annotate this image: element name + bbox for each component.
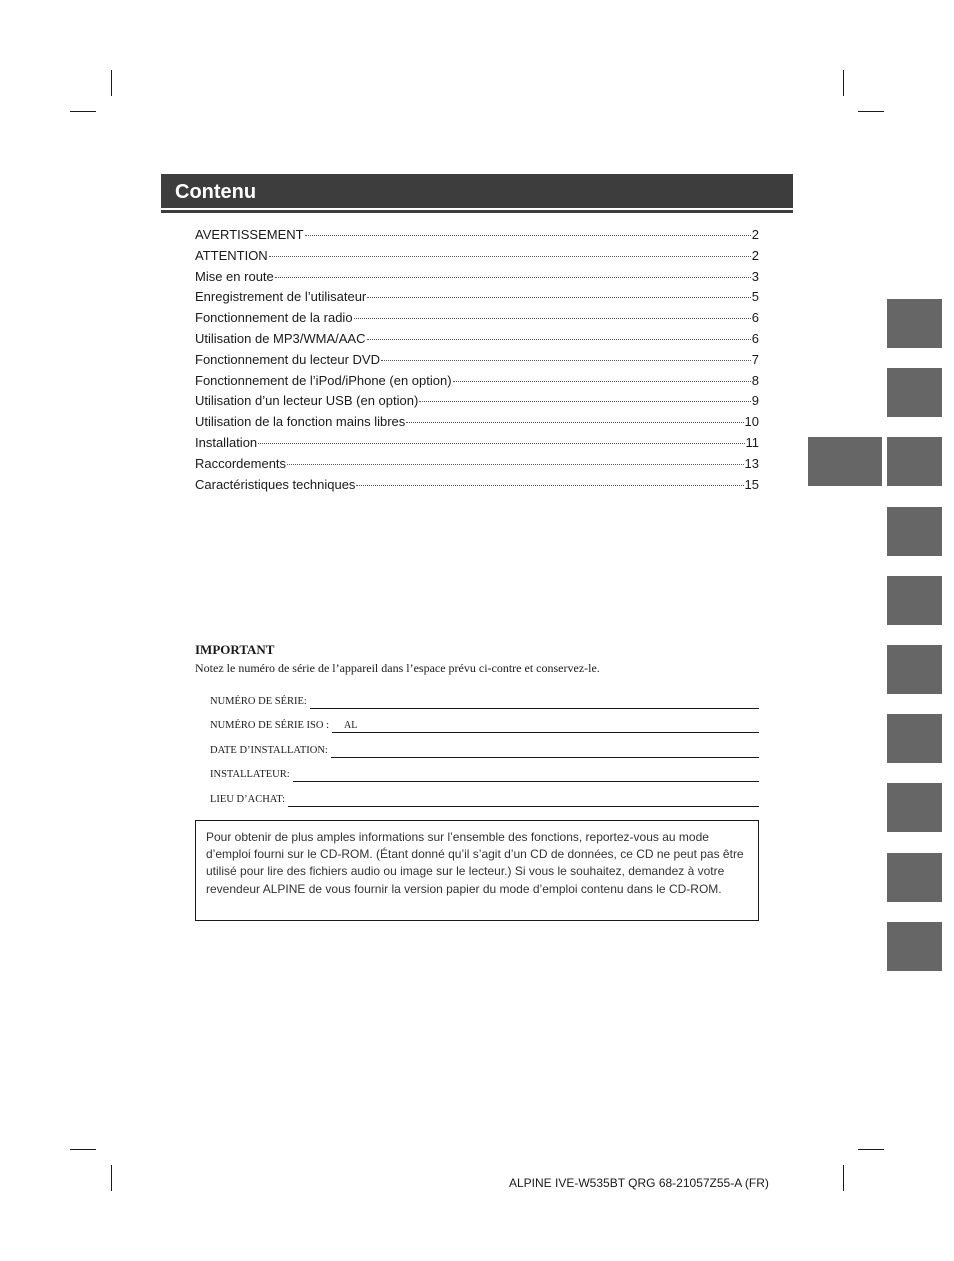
toc-label: Enregistrement de l’utilisateur (195, 289, 367, 305)
toc-item-raccordements[interactable] (195, 454, 759, 475)
toc-item-enregistrement[interactable] (195, 287, 759, 308)
side-tab-active[interactable] (887, 437, 942, 486)
toc-label: Caractéristiques techniques (195, 476, 356, 492)
form-row-serial (210, 684, 759, 709)
toc-item-installation[interactable] (195, 433, 759, 454)
toc-item-avertissement[interactable] (195, 225, 759, 246)
crop-mark (843, 1165, 844, 1191)
field-label: NUMÉRO DE SÉRIE: (210, 695, 307, 707)
side-tab-active-extension (808, 437, 882, 486)
toc-item-attention[interactable] (195, 246, 759, 267)
crop-mark (70, 111, 96, 112)
serial-form (210, 684, 759, 807)
toc-page: 15 (744, 476, 759, 492)
form-row-purchase-place (210, 782, 759, 807)
side-tab[interactable] (887, 853, 942, 902)
toc-label: ATTENTION (195, 247, 268, 263)
side-tab[interactable] (887, 714, 942, 763)
toc-page: 8 (751, 372, 759, 388)
footer-code: ALPINE IVE-W535BT QRG 68-21057Z55-A (FR) (509, 1176, 769, 1190)
installer-field[interactable] (293, 768, 759, 782)
side-tab[interactable] (887, 783, 942, 832)
important-heading: IMPORTANT (195, 642, 275, 657)
crop-mark (843, 70, 844, 96)
toc-item-radio[interactable] (195, 308, 759, 329)
crop-mark (858, 1149, 884, 1150)
field-label: LIEU D’ACHAT: (210, 793, 286, 805)
toc-item-caracteristiques[interactable] (195, 475, 759, 496)
toc-item-mains-libres[interactable] (195, 412, 759, 433)
title-rule (161, 210, 793, 213)
side-tab[interactable] (887, 368, 942, 417)
crop-mark (111, 1165, 112, 1191)
toc-page: 6 (751, 310, 759, 326)
toc-item-usb[interactable] (195, 391, 759, 412)
side-tab[interactable] (887, 645, 942, 694)
toc-label: Fonctionnement du lecteur DVD (195, 351, 380, 367)
crop-mark (858, 111, 884, 112)
side-tab[interactable] (887, 922, 942, 971)
toc-page: 3 (751, 268, 759, 284)
toc-page: 10 (744, 414, 759, 430)
toc-label: Mise en route (195, 268, 274, 284)
serial-number-field[interactable] (310, 695, 759, 709)
form-row-install-date (210, 733, 759, 758)
toc-page: 11 (745, 434, 759, 450)
toc-page: 2 (751, 247, 759, 263)
toc-label: AVERTISSEMENT (195, 227, 304, 242)
info-box: Pour obtenir de plus amples informations sur l’ensemble des fonctions, reportez-vous au mode d’emploi fourni sur le CD-ROM. (Étant donné qu’il s’agit d’un CD de données, ce CD ne peut pas être utilisé pour lire des fichiers audio ou image sur le lecteur.) Si vous le souhaitez, demandez à votre revendeur ALPINE de vous fournir la version papier du mode d’emploi contenu dans le CD-ROM. (195, 820, 759, 921)
toc-item-mp3[interactable] (195, 329, 759, 350)
side-tab[interactable] (887, 576, 942, 625)
form-row-iso-serial (210, 709, 759, 734)
table-of-contents (195, 225, 759, 495)
toc-label: Fonctionnement de la radio (195, 310, 353, 326)
install-date-field[interactable] (331, 744, 759, 758)
toc-page: 13 (744, 455, 759, 471)
field-label: DATE D’INSTALLATION: (210, 744, 328, 756)
toc-page: 2 (751, 227, 759, 242)
page-title: Contenu (161, 174, 793, 208)
form-row-installer (210, 758, 759, 783)
toc-page: 9 (751, 393, 759, 409)
side-tab[interactable] (887, 299, 942, 348)
toc-item-ipod[interactable] (195, 371, 759, 392)
toc-label: Installation (195, 434, 258, 450)
side-tab[interactable] (887, 507, 942, 556)
important-text: Notez le numéro de série de l’appareil dans l’espace prévu ci-contre et conservez-le. (195, 661, 600, 675)
toc-label: Utilisation d’un lecteur USB (en option) (195, 393, 419, 409)
toc-page: 7 (751, 351, 759, 367)
toc-label: Fonctionnement de l’iPod/iPhone (en option) (195, 372, 452, 388)
iso-serial-field[interactable]: AL (332, 719, 759, 733)
toc-label: Utilisation de MP3/WMA/AAC (195, 330, 366, 346)
toc-page: 5 (751, 289, 759, 305)
toc-page: 6 (751, 330, 759, 346)
purchase-place-field[interactable] (288, 793, 759, 807)
toc-label: Utilisation de la fonction mains libres (195, 414, 406, 430)
toc-item-mise-en-route[interactable] (195, 267, 759, 288)
crop-mark (70, 1149, 96, 1150)
field-label: NUMÉRO DE SÉRIE ISO : (210, 720, 330, 731)
toc-item-dvd[interactable] (195, 350, 759, 371)
field-label: INSTALLATEUR: (210, 769, 290, 780)
toc-label: Raccordements (195, 455, 287, 471)
crop-mark (111, 70, 112, 96)
